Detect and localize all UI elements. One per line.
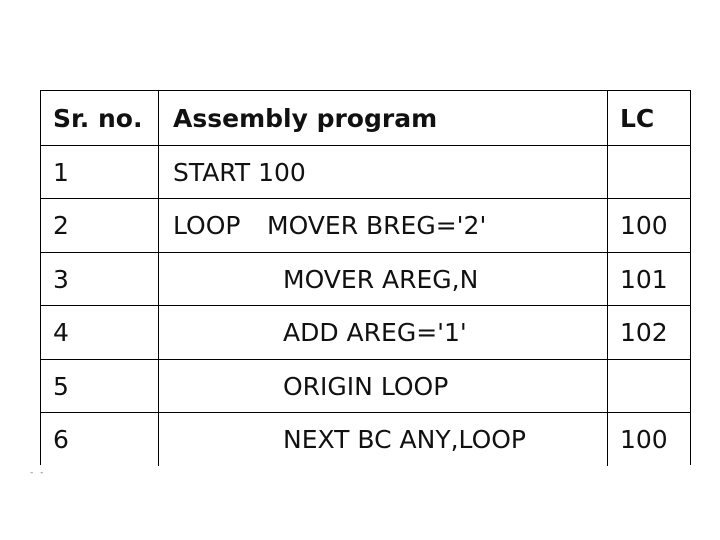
row-sr-no: 3 bbox=[41, 253, 159, 305]
table-header-row bbox=[41, 91, 690, 146]
header-sr-no: Sr. no. bbox=[41, 91, 159, 145]
table-row bbox=[41, 306, 690, 360]
header-lc: LC bbox=[620, 103, 655, 133]
row-label: START 100 bbox=[173, 157, 306, 187]
row-sr-no: 5 bbox=[41, 360, 159, 412]
header-assembly-program: Assembly program bbox=[159, 91, 608, 145]
row-sr-no: 2 bbox=[41, 199, 159, 252]
row-program bbox=[159, 306, 608, 359]
row-label: LOOP bbox=[173, 211, 241, 240]
table-row bbox=[41, 413, 690, 466]
row-program bbox=[159, 360, 608, 412]
footer-mark: - - bbox=[30, 468, 46, 478]
table-row bbox=[41, 253, 690, 306]
table-row bbox=[41, 146, 690, 199]
row-instruction: ADD AREG='1' bbox=[283, 318, 467, 347]
row-program bbox=[159, 146, 608, 198]
row-program bbox=[159, 199, 608, 252]
row-lc bbox=[608, 360, 690, 412]
table-row bbox=[41, 360, 690, 413]
row-instruction: MOVER AREG,N bbox=[283, 264, 479, 294]
row-lc: 100 bbox=[620, 211, 668, 240]
row-sr-no: 1 bbox=[41, 146, 159, 198]
row-lc bbox=[608, 146, 690, 198]
row-lc: 100 bbox=[620, 425, 668, 454]
row-instruction: NEXT BC ANY,LOOP bbox=[283, 425, 527, 454]
row-sr-no: 6 bbox=[41, 413, 159, 466]
row-program bbox=[159, 253, 608, 305]
assembly-program-table bbox=[40, 90, 691, 465]
row-lc: 102 bbox=[620, 318, 668, 347]
row-sr-no: 4 bbox=[41, 306, 159, 359]
table-row bbox=[41, 199, 690, 253]
row-program bbox=[159, 413, 608, 466]
row-lc: 101 bbox=[620, 264, 668, 294]
row-instruction: ORIGIN LOOP bbox=[283, 371, 449, 401]
row-instruction: MOVER BREG='2' bbox=[267, 211, 487, 240]
